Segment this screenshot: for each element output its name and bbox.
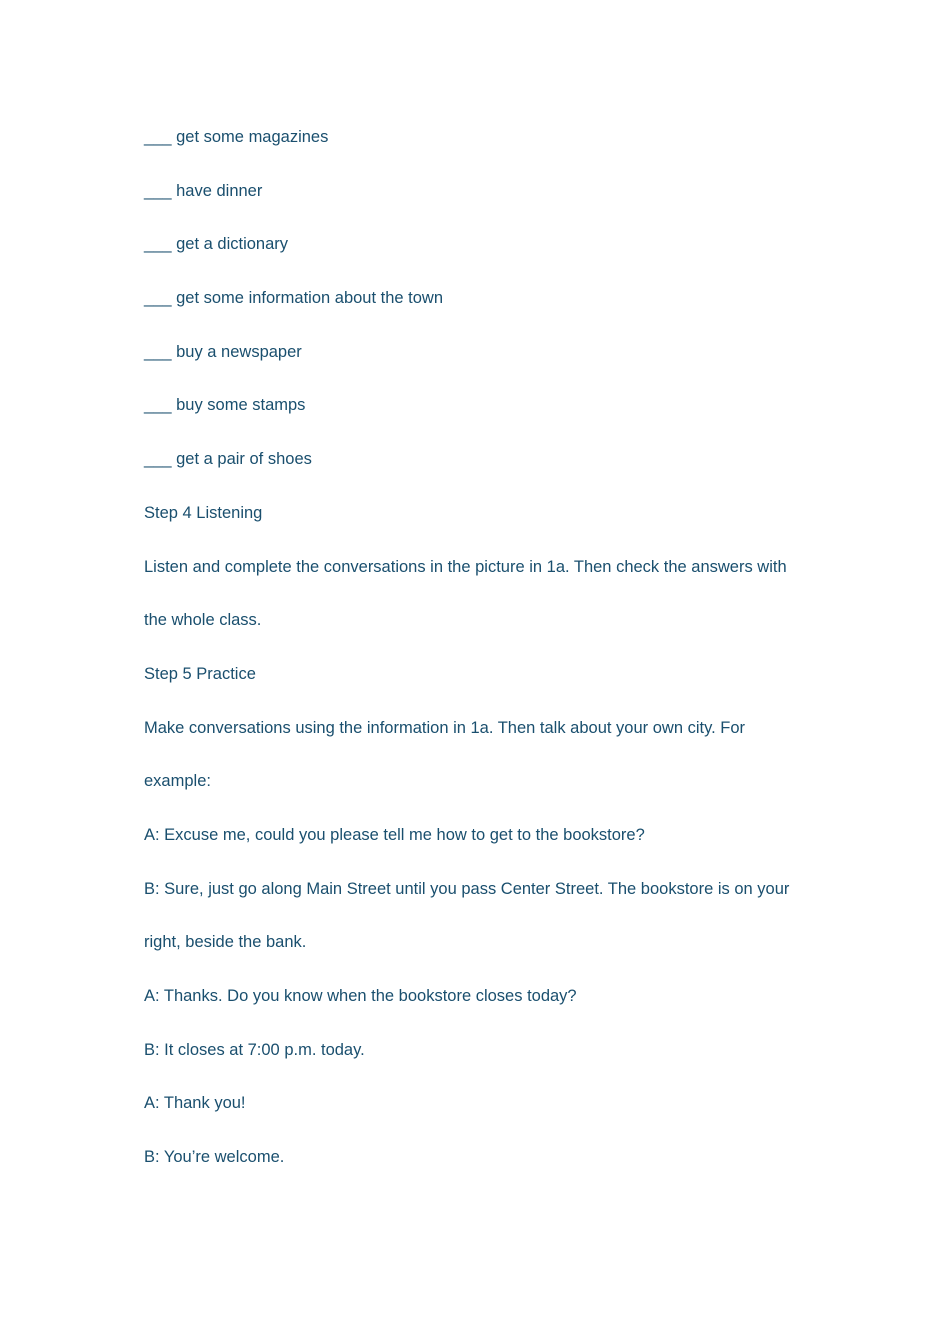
task-item-shoes: ___ get a pair of shoes xyxy=(144,450,312,469)
document-body xyxy=(144,124,824,1198)
dialogue-line-b1-part1: B: Sure, just go along Main Street until you pass Center Street. The bookstore is on your xyxy=(144,879,790,898)
task-item-stamps: ___ buy some stamps xyxy=(144,396,306,415)
step-4-instruction-line-2: the whole class. xyxy=(144,611,262,630)
step-5-instruction-line-2: example: xyxy=(144,772,211,791)
dialogue-line-b3: B: You’re welcome. xyxy=(144,1148,285,1167)
task-item-magazines: ___ get some magazines xyxy=(144,128,329,146)
dialogue-line-a1: A: Excuse me, could you please tell me how to get to the bookstore? xyxy=(144,825,645,844)
step-5-heading: Step 5 Practice xyxy=(144,664,256,683)
dialogue-line-a2: A: Thanks. Do you know when the bookstore closes today? xyxy=(144,987,577,1005)
task-item-dictionary: ___ get a dictionary xyxy=(144,235,289,254)
dialogue-line-b2: B: It closes at 7:00 p.m. today. xyxy=(144,1040,365,1059)
task-item-dinner: ___ have dinner xyxy=(144,181,263,200)
task-item-newspaper: ___ buy a newspaper xyxy=(144,342,302,361)
task-item-town-information: ___ get some information about the town xyxy=(144,289,444,308)
step-5-instruction-line-1: Make conversations using the information in 1a. Then talk about your own city. For xyxy=(144,718,746,737)
step-4-instruction-line-1: Listen and complete the conversations in the picture in 1a. Then check the answers with xyxy=(144,557,787,576)
step-4-heading: Step 4 Listening xyxy=(144,503,263,522)
dialogue-line-b1-part2: right, beside the bank. xyxy=(144,933,307,952)
dialogue-line-a3: A: Thank you! xyxy=(144,1094,246,1113)
